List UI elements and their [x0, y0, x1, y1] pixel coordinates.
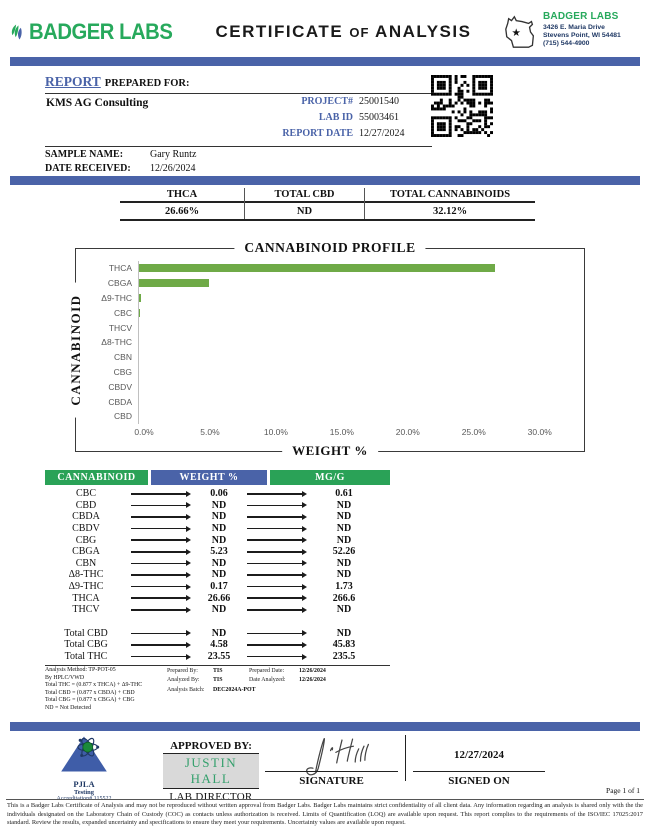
chart-category-label: CBDA [108, 396, 132, 407]
report-date-value: 12/27/2024 [359, 128, 405, 139]
analyte-name: CBN [75, 557, 97, 569]
rule [45, 146, 432, 147]
arrow-icon [243, 526, 311, 532]
mg-per-g-value: ND [336, 511, 352, 523]
arrow-icon [243, 537, 311, 543]
mg-per-g-value: ND [336, 499, 352, 511]
arrow-icon [243, 584, 311, 590]
table-row [45, 604, 390, 616]
arrow-icon [127, 607, 195, 613]
chart-category-label: Δ9-THC [101, 292, 132, 303]
column-header-weight: WEIGHT % [151, 470, 267, 485]
arrow-icon [127, 537, 195, 543]
chart-bar-area [138, 350, 574, 365]
weight-percent-value: ND [211, 499, 227, 511]
lab-id-value: 55003461 [359, 112, 399, 123]
chart-bar-area [138, 261, 574, 276]
chart-x-tick: 0.0% [134, 427, 154, 437]
project-row [235, 96, 425, 112]
chart-category-label: CBN [114, 352, 132, 363]
chart-bar [139, 279, 209, 287]
weight-percent-value: ND [211, 604, 227, 616]
table-row [45, 558, 390, 570]
chart-x-tick: 15.0% [329, 427, 354, 437]
date-received-label: DATE RECEIVED: [45, 163, 131, 174]
arrow-icon [127, 514, 195, 520]
chart-bar-area [138, 394, 574, 409]
arrow-icon [243, 514, 311, 520]
sample-name-row [45, 149, 196, 160]
column-header-cannabinoid: CANNABINOID [45, 470, 148, 485]
title-of: OF [349, 25, 370, 40]
mg-per-g-value: ND [336, 627, 352, 639]
lab-address [543, 11, 621, 49]
method-note-line: Total CBG = (0.877 x CBGA) + CBG [45, 697, 135, 703]
table-row [45, 523, 390, 535]
chart-row [84, 394, 574, 409]
rule [45, 93, 432, 94]
summary-col-thca [120, 188, 245, 219]
report-date-row [235, 128, 425, 144]
analyte-name: Δ8-THC [68, 569, 104, 581]
pjla-testing: Testing [74, 789, 94, 796]
chart-row [84, 276, 574, 291]
arrow-icon [243, 572, 311, 578]
chart-row [84, 379, 574, 394]
chart-bar-area [138, 379, 574, 394]
chart-bar-area [138, 305, 574, 320]
signature-zone [265, 735, 545, 790]
arrow-icon [127, 560, 195, 566]
method-note-line: By HPLC/VWD [45, 674, 85, 681]
mg-per-g-value: ND [336, 523, 352, 535]
chart-bar [139, 294, 141, 302]
rule [6, 799, 644, 800]
report-prepared-for-heading [45, 74, 189, 90]
report-date-label: REPORT DATE [282, 128, 353, 139]
signature-label: SIGNATURE [299, 775, 364, 787]
summary-value: 26.66% [164, 206, 200, 217]
mg-per-g-value: 235.5 [332, 651, 356, 663]
weight-percent-value: 4.58 [210, 639, 228, 651]
arrow-icon [243, 560, 311, 566]
project-label: PROJECT# [301, 96, 353, 107]
accreditation-number: Accreditation# 115522 [56, 796, 112, 802]
analyte-name: THCA [72, 592, 100, 604]
analyte-name: CBC [75, 488, 96, 500]
title-part1: CERTIFICATE [215, 22, 344, 41]
table-row [45, 488, 390, 500]
sample-name-value: Gary Runtz [150, 149, 197, 160]
summary-header: THCA [120, 188, 244, 203]
table-row [45, 628, 390, 640]
arrow-icon [127, 630, 195, 636]
method-note-line: Analysis Method: TP-POT-05 [45, 667, 116, 673]
chart-row [84, 320, 574, 335]
weight-percent-value: ND [211, 557, 227, 569]
chart-bar-area [138, 335, 574, 350]
analyte-name: Total CBD [64, 627, 108, 639]
project-number: 25001540 [359, 96, 399, 107]
analyte-name: THCV [72, 604, 100, 616]
analyte-name: Δ9-THC [68, 581, 104, 593]
lab-address-line2: Stevens Point, WI 54481 [542, 31, 621, 39]
arrow-icon [127, 502, 195, 508]
lab-address-line1: 3426 E. Maria Drive [542, 23, 605, 31]
chart-x-tick: 25.0% [461, 427, 486, 437]
chart-category-label: Δ8-THC [101, 337, 132, 348]
pjla-name: PJLA [73, 779, 95, 789]
chart-category-label: CBG [113, 366, 132, 377]
page-title [216, 22, 472, 42]
arrow-icon [243, 607, 311, 613]
report-word: REPORT [45, 74, 101, 89]
lab-id-row [235, 112, 425, 128]
analysis-batch-label: Analysis Batch: [167, 686, 205, 693]
chart-category-label: THCV [108, 322, 132, 333]
lab-id-label: LAB ID [318, 112, 353, 123]
approver-title: LAB DIRECTOR [169, 791, 253, 803]
chart-bar [139, 264, 495, 272]
prepared-by-label: Prepared By: [167, 668, 198, 674]
divider-bar [10, 722, 640, 731]
weight-percent-value: ND [211, 534, 227, 546]
table-row [45, 581, 390, 593]
chart-category-label: CBC [114, 307, 132, 318]
table-row [45, 500, 390, 512]
lab-contact-block [502, 11, 640, 53]
analysis-notes [45, 667, 390, 712]
arrow-icon [127, 654, 195, 660]
analyte-name: CBD [75, 499, 97, 511]
analyte-name: CBGA [72, 546, 100, 558]
date-received-value: 12/26/2024 [150, 163, 196, 174]
chart-category-label: THCA [108, 263, 132, 274]
cannabinoid-table-rows [45, 485, 390, 666]
prepared-date-label: Prepared Date: [249, 668, 285, 674]
weight-percent-value: 23.55 [207, 651, 231, 663]
table-row [45, 592, 390, 604]
chart-category-label: CBD [114, 411, 132, 422]
title-part2: ANALYSIS [375, 22, 472, 41]
column-header-mgg: MG/G [270, 470, 390, 485]
chart-row [84, 365, 574, 380]
analyte-name: CBDV [72, 523, 100, 535]
pjla-logo-icon [52, 735, 116, 773]
table-row [45, 511, 390, 523]
mg-per-g-value: 0.61 [335, 488, 353, 500]
brand-wordmark: BADGER LABS [29, 19, 173, 44]
analyzed-by-label: Analyzed By: [167, 677, 200, 684]
analysis-batch-value: DEC2024A-POT [213, 686, 256, 693]
lab-name: BADGER LABS [542, 11, 619, 22]
signed-on-label: SIGNED ON [448, 775, 510, 787]
chart-bar-area [138, 365, 574, 380]
chart-bar-area [138, 291, 574, 306]
cannabinoid-profile-chart [68, 240, 585, 458]
prepared-for-label: PREPARED FOR: [104, 78, 190, 89]
mg-per-g-value: ND [336, 557, 352, 569]
analyzed-by-value: TIS [213, 677, 223, 684]
mg-per-g-value: ND [336, 569, 352, 581]
summary-value: ND [296, 206, 313, 217]
table-row [45, 639, 390, 651]
chart-row [84, 335, 574, 350]
cannabinoid-table [45, 470, 390, 666]
table-row [45, 569, 390, 581]
badger-labs-logo [10, 15, 185, 49]
chart-x-axis-label: WEIGHT % [282, 443, 378, 459]
weight-percent-value: 0.17 [210, 581, 228, 593]
signature-divider [405, 735, 406, 781]
lab-phone: (715) 544-4900 [542, 40, 590, 48]
chart-category-label: CBDV [108, 381, 132, 392]
client-name: KMS AG Consulting [46, 97, 149, 109]
chart-x-tick: 30.0% [527, 427, 552, 437]
divider-bar [10, 57, 640, 66]
date-analyzed-label: Date Analyzed: [249, 677, 286, 684]
mg-per-g-value: 266.6 [332, 592, 356, 604]
wisconsin-map-icon [502, 11, 540, 53]
table-row [45, 546, 390, 558]
chart-rows [84, 261, 574, 424]
disclaimer-text: This is a Badger Labs Certificate of Analysis and may not be reproduced without written approval from Badger Labs. Badger Labs maintains strict confidentiality of all client data. Any information regarding an analysis is shared only with the the individuals designated on the Laboratory Chain of Custody (COC) as contacts unless authorization is received. Limits of Quantification (LOQ) are available upon request. This report complies to the requirements of the ISO/IEC 17025:2017 standard. Review the results, expanded uncertainty and specifications to ensure they meet your requirements. Uncertainty values are available upon request. [7, 802, 643, 827]
chart-row [84, 409, 574, 424]
chart-row [84, 291, 574, 306]
signature-line [265, 771, 398, 772]
analyte-name: CBG [75, 534, 97, 546]
badger-leaf-icon [10, 15, 24, 49]
arrow-icon [127, 572, 195, 578]
date-received-row [45, 163, 196, 174]
analyte-name: Total CBG [64, 639, 108, 651]
summary-header: TOTAL CBD [245, 188, 364, 203]
arrow-icon [243, 502, 311, 508]
table-row [45, 651, 390, 663]
weight-percent-value: ND [211, 569, 227, 581]
date-analyzed-value: 12/26/2024 [299, 677, 326, 684]
summary-header: TOTAL CANNABINOIDS [365, 188, 535, 203]
chart-bar-area [138, 276, 574, 291]
chart-x-tick: 10.0% [263, 427, 288, 437]
chart-bar-area [138, 320, 574, 335]
weight-percent-value: 26.66 [207, 592, 231, 604]
pjla-accreditation-seal [52, 735, 116, 802]
method-note-line: ND = Not Detected [45, 704, 92, 711]
weight-percent-value: 5.23 [210, 546, 228, 558]
chart-row [84, 350, 574, 365]
chart-bar [139, 309, 140, 317]
method-note-line: Total THC = (0.877 x THCA) + Δ9-THC [45, 682, 143, 688]
prep-notes [167, 667, 347, 712]
method-notes [45, 667, 167, 712]
prepared-by-value: TIS [213, 668, 223, 674]
summary-value: 32.12% [432, 206, 468, 217]
chart-category-label: CBGA [107, 278, 132, 289]
star-icon: ★ [511, 27, 521, 39]
weight-percent-value: 0.06 [210, 488, 228, 500]
chart-row [84, 305, 574, 320]
chart-y-axis-label: CANNABINOID [68, 282, 84, 417]
arrow-icon [243, 630, 311, 636]
arrow-icon [127, 642, 195, 648]
arrow-icon [243, 549, 311, 555]
summary-table [120, 188, 535, 221]
arrow-icon [127, 584, 195, 590]
approved-by-label: APPROVED BY: [163, 740, 259, 754]
weight-percent-value: ND [211, 523, 227, 535]
chart-x-tick: 20.0% [395, 427, 420, 437]
arrow-icon [127, 526, 195, 532]
chart-title: CANNABINOID PROFILE [234, 240, 425, 256]
table-row [45, 534, 390, 546]
sample-name-label: SAMPLE NAME: [45, 149, 124, 160]
mg-per-g-value: 1.73 [335, 581, 353, 593]
chart-x-ticks [134, 427, 574, 439]
page-number: Page 1 of 1 [606, 786, 640, 795]
mg-per-g-value: 45.83 [332, 639, 356, 651]
arrow-icon [243, 491, 311, 497]
weight-percent-value: ND [211, 511, 227, 523]
report-meta-block [235, 96, 425, 144]
signed-on-line [413, 771, 545, 772]
signed-on-date: 12/27/2024 [453, 749, 505, 761]
arrow-icon [127, 549, 195, 555]
chart-row [84, 261, 574, 276]
mg-per-g-value: ND [336, 534, 352, 546]
qr-code [431, 75, 493, 137]
cannabinoid-table-header [45, 470, 390, 485]
prepared-date-value: 12/26/2024 [299, 668, 326, 674]
analyte-name: Total THC [64, 651, 108, 663]
approver-name: JUSTIN HALL [163, 754, 259, 789]
arrow-icon [243, 654, 311, 660]
arrow-icon [243, 642, 311, 648]
arrow-icon [127, 595, 195, 601]
weight-percent-value: ND [211, 627, 227, 639]
chart-x-tick: 5.0% [200, 427, 220, 437]
method-note-line: Total CBD = (0.877 x CBDA) + CBD [45, 689, 135, 696]
chart-bar-area [138, 409, 574, 424]
arrow-icon [127, 491, 195, 497]
header [10, 8, 640, 56]
divider-bar [10, 176, 640, 185]
arrow-icon [243, 595, 311, 601]
analyte-name: CBDA [72, 511, 100, 523]
mg-per-g-value: ND [336, 604, 352, 616]
summary-col-total-cannabinoids [365, 188, 535, 219]
approved-by-block [163, 740, 259, 803]
summary-col-total-cbd [245, 188, 365, 219]
table-spacer [45, 616, 390, 628]
mg-per-g-value: 52.26 [332, 546, 356, 558]
